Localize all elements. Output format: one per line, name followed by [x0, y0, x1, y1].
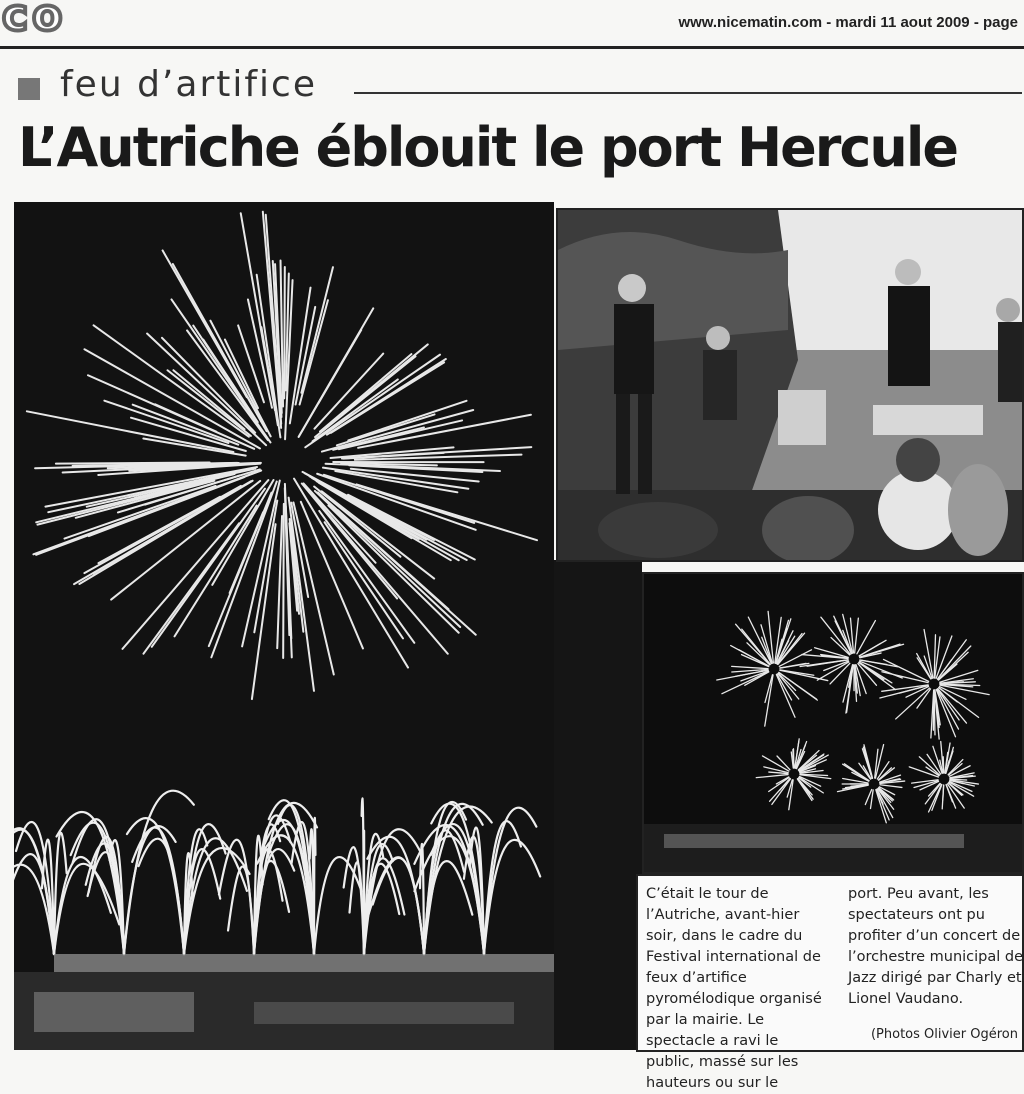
caption-column-2: port. Peu avant, les spectateurs ont pu profiter d’un concert de l’orchestre municipal de Jazz dirigé par Charly et Lionel Vaudano.: [848, 884, 1024, 1010]
kicker-rule: [354, 92, 1022, 94]
photo-credit: (Photos Olivier Ogéron: [871, 1027, 1018, 1042]
photo-fireworks-harbor: [642, 572, 1024, 874]
masthead-logo-fragment: co: [2, 0, 66, 41]
top-rule: [0, 46, 1024, 49]
kicker-square-icon: [18, 78, 40, 100]
harbor-fireworks-illustration: [644, 574, 1022, 872]
fireworks-burst-illustration: [14, 202, 554, 1050]
firework-ray: [934, 690, 935, 735]
concert-illustration: [558, 210, 1022, 560]
headline: L’Autriche éblouit le port Hercule: [18, 116, 957, 179]
photo-dark-band: [554, 560, 642, 1050]
caption-column-1: C’était le tour de l’Autriche, avant-hier soir, dans le cadre du Festival international de feux d’artifice pyromélodique organisé par la mairie. Le spectacle a ravi le public, massé sur les hauteurs ou sur le: [646, 884, 828, 1094]
firework-ray: [284, 267, 285, 398]
photo-fireworks-main: [14, 202, 554, 1050]
firework-ray: [283, 504, 284, 658]
photo-jazz-concert: [556, 208, 1024, 562]
kicker: feu d’artifice: [60, 64, 317, 105]
masthead-info: www.nicematin.com - mardi 11 aout 2009 - page: [678, 14, 1018, 31]
caption-box: [636, 874, 1024, 1052]
firework-ray: [950, 779, 967, 780]
